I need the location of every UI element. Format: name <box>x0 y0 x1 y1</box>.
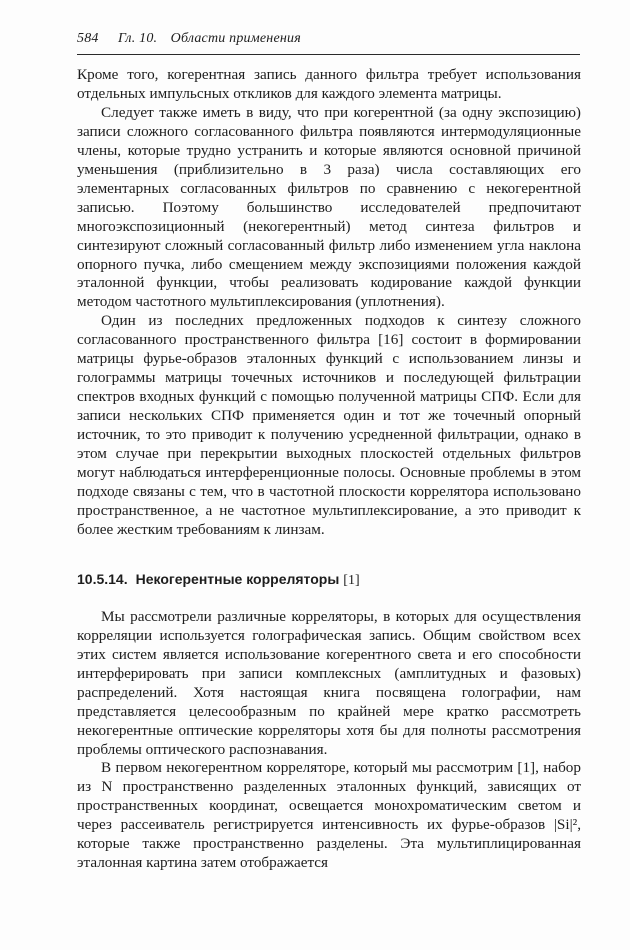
paragraph: Следует также иметь в виду, что при когерентной (за одну экспозицию) записи сложного согласованного фильтра появляются интермодуляционные члены, которые трудно устранить и которые являются основной причиной уменьшения (приблизительно в 3 раза) числа составляющих его элементарных согласованных фильтров по сравнению с некогерентной записью. Поэтому большинство исследователей предпочитают многоэкспозиционный (некогерентный) метод синтеза фильтров и синтезируют сложный согласованный фильтр либо изменением угла наклона опорного пучка, либо смещением между экспозициями положения каждой эталонной функции, чтобы реализовать кодирование каждой функции методом частотного мультиплексирования (уплотнения). <box>77 103 581 311</box>
section-heading <box>77 570 581 590</box>
page-number: 584 <box>77 31 99 46</box>
section-title-text: Некогерентные корреляторы <box>135 570 340 587</box>
paragraph: В первом некогерентном корреляторе, который мы рассмотрим [1], набор из N пространственно разделенных эталонных функций, зависящих от пространственных координат, освещается монохроматическим светом и через рассеиватель регистрируется интенсивность их фурье-образов |Si|², которые также пространственно разделены. Эта мультиплицированная эталонная картина затем отображается <box>77 759 581 872</box>
paragraph: Мы рассмотрели различные корреляторы, в которых для осуществления корреляции используется голографическая запись. Общим свойством всех этих систем является использование когерентного света и его способности интерферировать при записи комплексных (амплитудных и фазовых) распределений. Хотя настоящая книга посвящена голографии, нам представляется целесообразным по крайней мере кратко рассмотреть некогерентные оптические корреляторы хотя бы для полноты рассмотрения проблемы оптического распознавания. <box>77 607 581 758</box>
page-content <box>77 66 581 873</box>
running-header <box>77 31 582 51</box>
section-reference: [1] <box>343 572 360 588</box>
paragraph: Один из последних предложенных подходов к синтезу сложного согласованного пространственного фильтра [16] состоит в формировании матрицы фурье-образов эталонных функций с использованием линзы и голограммы матрицы точечных источников и последующей фильтрации спектров входных функций с помощью полученной матрицы СПФ. Если для записи нескольких СПФ применяется один и тот же точечный опорный источник, то это приводит к получению усредненной фильтрации, однако в этом случае при перекрытии выходных плоскостей отдельных фильтров могут наблюдаться интерференционные полосы. Основные проблемы в этом подходе связаны с тем, что в частотной плоскости коррелятора использовано пространственное, а не частотное мультиплексирование, а это приводит к более жестким требованиям к линзам. <box>77 312 581 538</box>
header-rule <box>77 54 580 55</box>
section-number: 10.5.14. <box>77 570 128 587</box>
chapter-number: Гл. 10. <box>118 31 158 46</box>
paragraph: Кроме того, когерентная запись данного фильтра требует использования отдельных импульсных откликов для каждого элемента матрицы. <box>77 66 581 102</box>
chapter-title: Области применения <box>170 31 301 46</box>
